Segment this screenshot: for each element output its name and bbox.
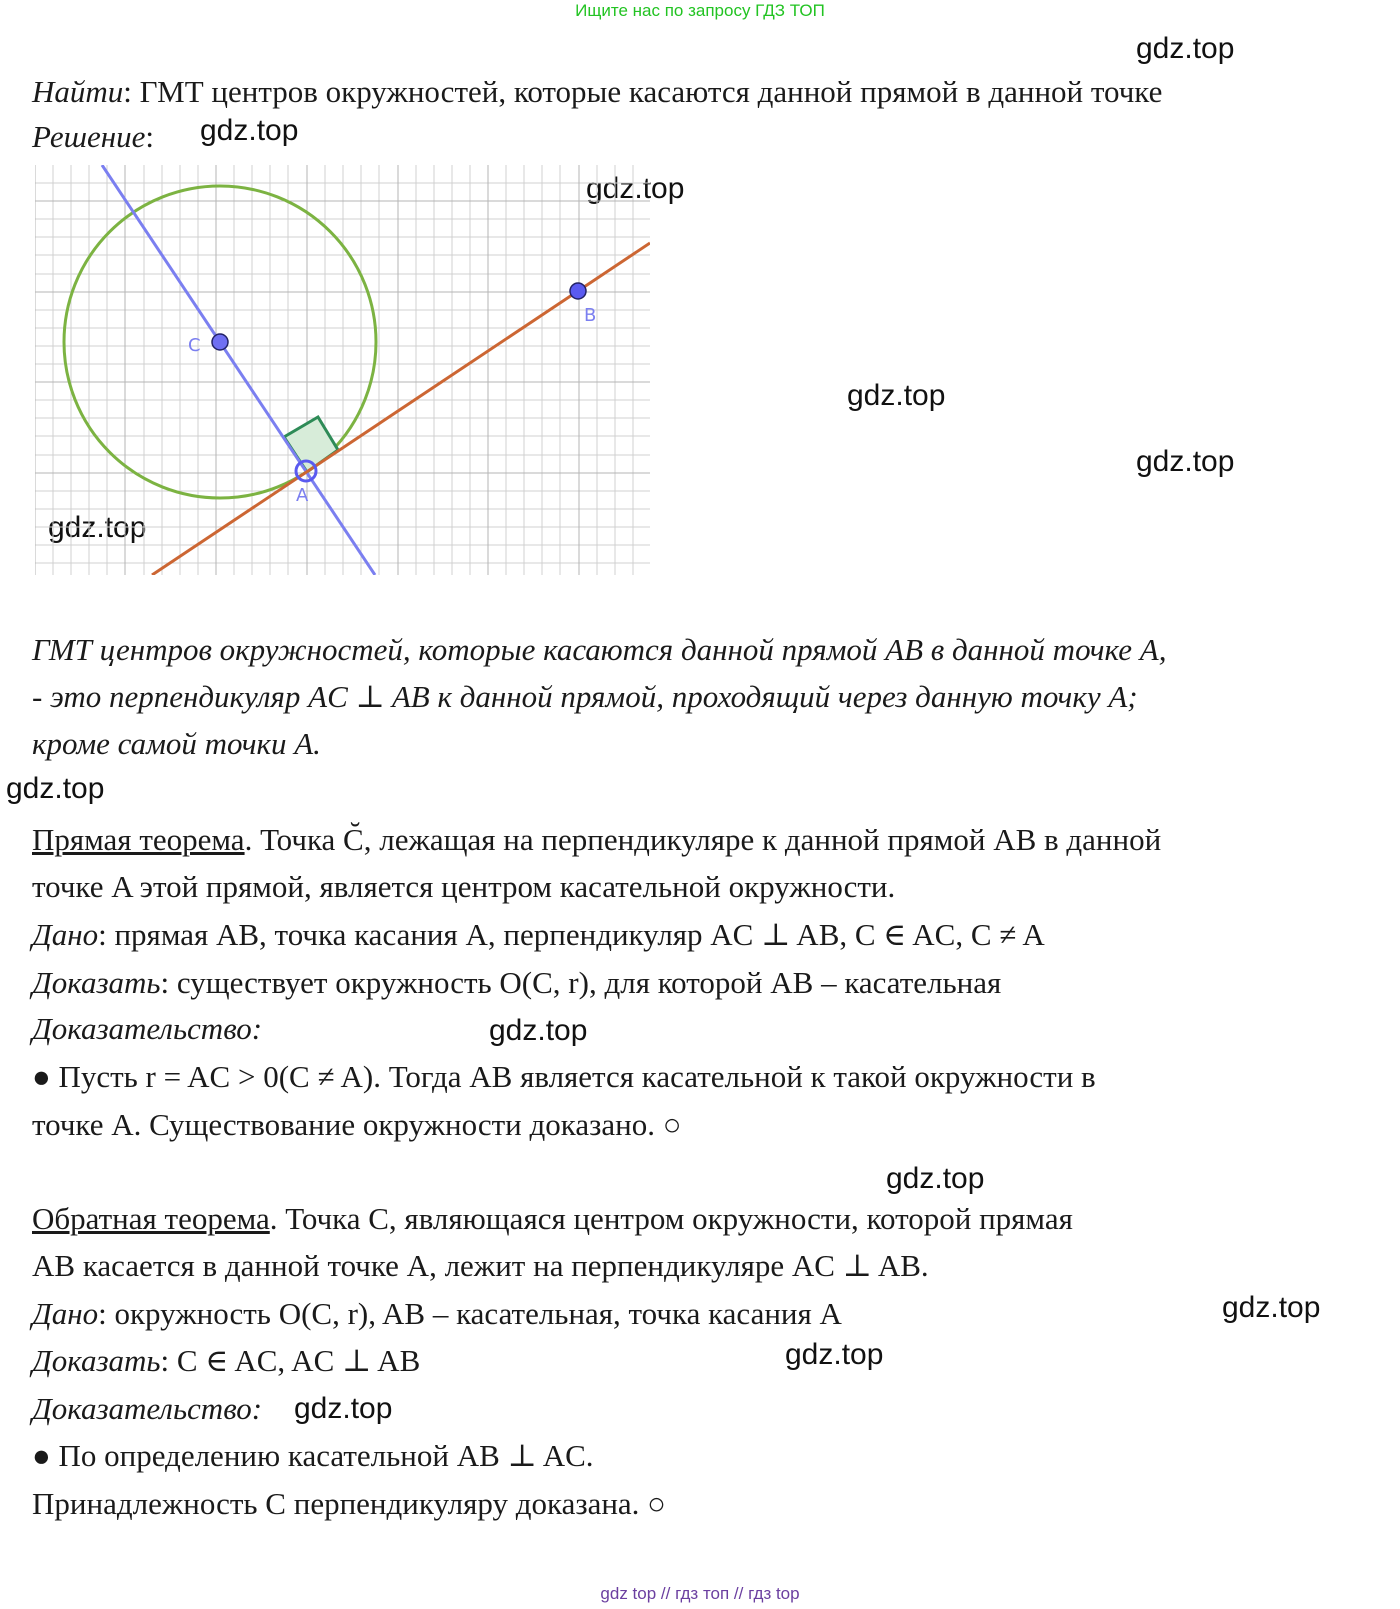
- watermark: gdz.top: [489, 1014, 588, 1047]
- watermark: gdz.top: [1136, 445, 1235, 478]
- solution-label: Решение: [32, 119, 146, 154]
- grid: [35, 165, 650, 575]
- find-line: [32, 76, 1162, 107]
- inverse-theorem-title: Обратная теорема: [32, 1201, 270, 1236]
- direct-theorem-line-1: [32, 824, 1161, 855]
- direct-prove: [32, 967, 1001, 998]
- watermark: gdz.top: [586, 172, 685, 205]
- inverse-prove: [32, 1345, 420, 1376]
- perpendicular-line-ac: [102, 165, 375, 575]
- gmt-line-2: - это перпендикуляр AC ⊥ AB к данной прямой, проходящий через данную точку A;: [32, 679, 1138, 714]
- direct-theorem-title: Прямая теорема: [32, 822, 245, 857]
- inverse-prove-text: : C ∈ AC, AC ⊥ AB: [160, 1343, 421, 1378]
- watermark: gdz.top: [1222, 1291, 1321, 1324]
- watermark: gdz.top: [847, 379, 946, 412]
- watermark: gdz.top: [886, 1162, 985, 1195]
- watermark: gdz.top: [6, 772, 105, 805]
- direct-prove-label: Доказать: [32, 965, 161, 1000]
- direct-given: [32, 919, 1045, 950]
- gmt-line-3: кроме самой точки A.: [32, 726, 321, 761]
- top-banner: Ищите нас по запросу ГДЗ ТОП: [575, 1, 825, 20]
- label-a: A: [296, 485, 309, 506]
- watermark: gdz.top: [785, 1338, 884, 1371]
- footer: gdz top // гдз топ // гдз top: [600, 1584, 800, 1603]
- direct-prove-text: : существует окружность O(C, r), для которой AB – касательная: [160, 965, 1002, 1000]
- point-b: [570, 283, 586, 299]
- inverse-given-text: : окружность O(C, r), AB – касательная, точка касания A: [98, 1296, 842, 1331]
- inverse-given: [32, 1298, 842, 1329]
- watermark: gdz.top: [48, 511, 147, 544]
- inverse-prove-label: Доказать: [32, 1343, 161, 1378]
- watermark: gdz.top: [294, 1392, 393, 1425]
- inverse-proof-line-1: ● По определению касательной AB ⊥ AC.: [32, 1438, 594, 1473]
- direct-theorem-text: . Точка C̆, лежащая на перпендикуляре к данной прямой AB в данной: [244, 822, 1162, 857]
- direct-proof-label: Доказательство:: [32, 1011, 263, 1046]
- solution-colon: :: [145, 119, 154, 154]
- inverse-proof-label: Доказательство:: [32, 1391, 263, 1426]
- find-text: : ГМТ центров окружностей, которые касаются данной прямой в данной точке: [123, 74, 1163, 109]
- gmt-line-1: ГМТ центров окружностей, которые касаются данной прямой AB в данной точке A,: [32, 632, 1167, 667]
- direct-proof-line-2: точке A. Существование окружности доказано. ○: [32, 1107, 682, 1142]
- solution-line: [32, 121, 154, 152]
- direct-proof-line-1: ● Пусть r = AC > 0(C ≠ A). Тогда AB является касательной к такой окружности в: [32, 1059, 1096, 1094]
- inverse-theorem-line-2: AB касается в данной точке A, лежит на перпендикуляре AC ⊥ AB.: [32, 1248, 929, 1283]
- inverse-proof-line-2: Принадлежность C перпендикуляру доказана. ○: [32, 1486, 666, 1521]
- inverse-theorem-text: . Точка C, являющаяся центром окружности, которой прямая: [269, 1201, 1073, 1236]
- direct-given-text: : прямая AB, точка касания A, перпендикуляр AC ⊥ AB, C ∈ AC, C ≠ A: [98, 917, 1045, 952]
- inverse-given-label: Дано: [32, 1296, 99, 1331]
- direct-theorem-line-2: точке A этой прямой, является центром касательной окружности.: [32, 869, 896, 904]
- inverse-theorem-line-1: [32, 1203, 1073, 1234]
- direct-given-label: Дано: [32, 917, 99, 952]
- geometry-figure: [35, 165, 650, 575]
- label-c: C: [188, 335, 201, 356]
- watermark: gdz.top: [1136, 32, 1235, 65]
- watermark: gdz.top: [200, 114, 299, 147]
- label-b: B: [584, 305, 597, 326]
- point-c: [212, 334, 228, 350]
- find-label: Найти: [32, 74, 124, 109]
